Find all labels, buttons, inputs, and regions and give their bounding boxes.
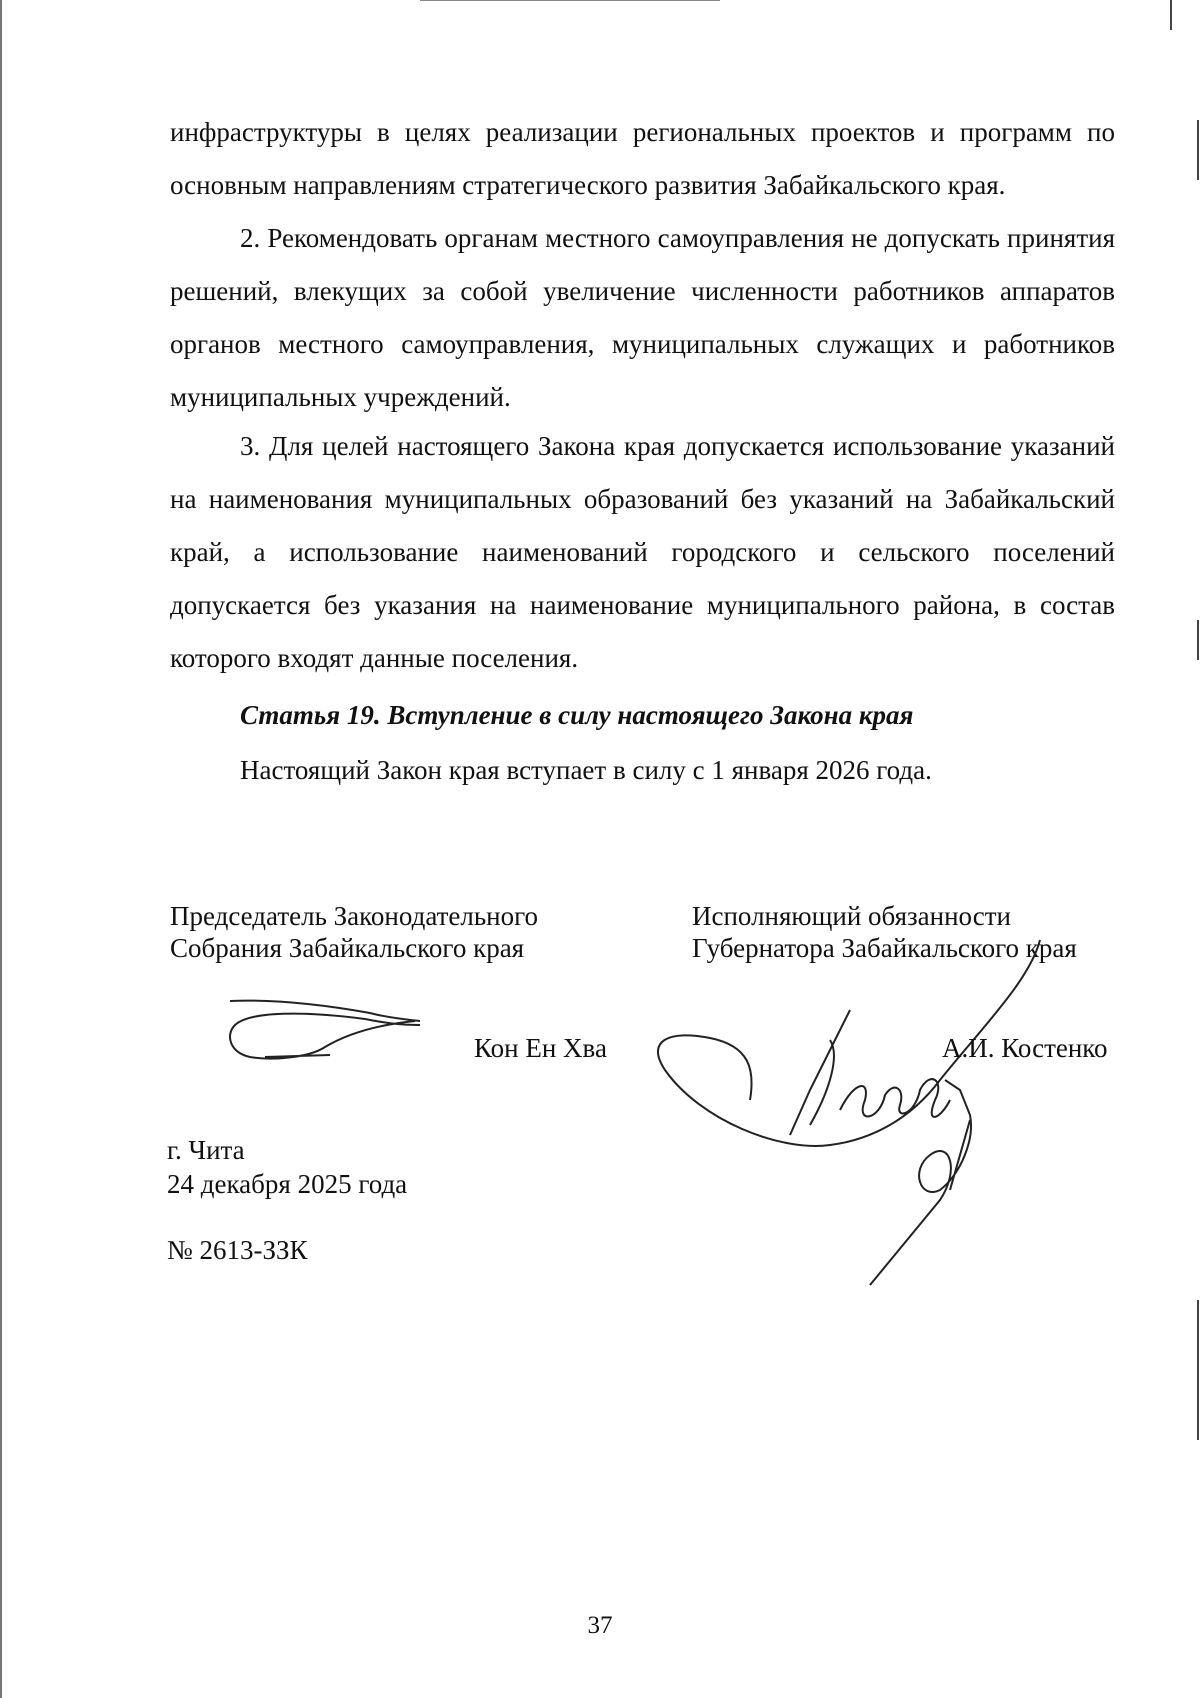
article-heading: Статья 19. Вступление в силу настоящего Закона края: [240, 700, 914, 730]
right-signer-name: А.И. Костенко: [942, 1033, 1108, 1063]
scan-edge-right: [1197, 1300, 1199, 1440]
scan-edge-right: [1197, 620, 1199, 660]
law-number: № 2613-ЗЗК: [167, 1235, 308, 1265]
left-signer-name: Кон Ен Хва: [474, 1033, 607, 1063]
left-signature-image: [225, 995, 425, 1070]
paragraph-3: 3. Для целей настоящего Закона края допускается использование указаний на наименования муниципальных образований без указаний на Забайкальский край, а использование наименований городского и сельского поселений допускается без указания на наименование муниципального района, в состав которого входят данные поселения.: [170, 431, 1115, 673]
right-signer-title-line2: Губернатора Забайкальского края: [692, 933, 1077, 963]
signing-date: 24 декабря 2025 года: [167, 1169, 408, 1199]
right-signature-image: [640, 930, 1060, 1300]
city: г. Чита: [167, 1135, 245, 1165]
paragraph-continuation: инфраструктуры в целях реализации региональных проектов и программ по основным направлениям стратегического развития Забайкальского края.: [170, 117, 1115, 200]
article-text: Настоящий Закон края вступает в силу с 1 января 2026 года.: [240, 755, 932, 785]
left-signer-title-line2: Собрания Забайкальского края: [170, 933, 525, 963]
scan-edge-top: [1170, 0, 1172, 30]
scan-edge-right: [1197, 120, 1199, 180]
scan-edge-top: [420, 0, 720, 1]
right-signer-title-line1: Исполняющий обязанности: [692, 901, 1011, 931]
scan-edge-left: [0, 0, 2, 1698]
left-signer-title-line1: Председатель Законодательного: [170, 901, 539, 931]
paragraph-2: 2. Рекомендовать органам местного самоуправления не допускать принятия решений, влекущих за собой увеличение численности работников аппаратов органов местного самоуправления, муниципальных служащих и работников муниципальных учреждений.: [170, 223, 1115, 412]
page-number: 37: [587, 1612, 613, 1639]
